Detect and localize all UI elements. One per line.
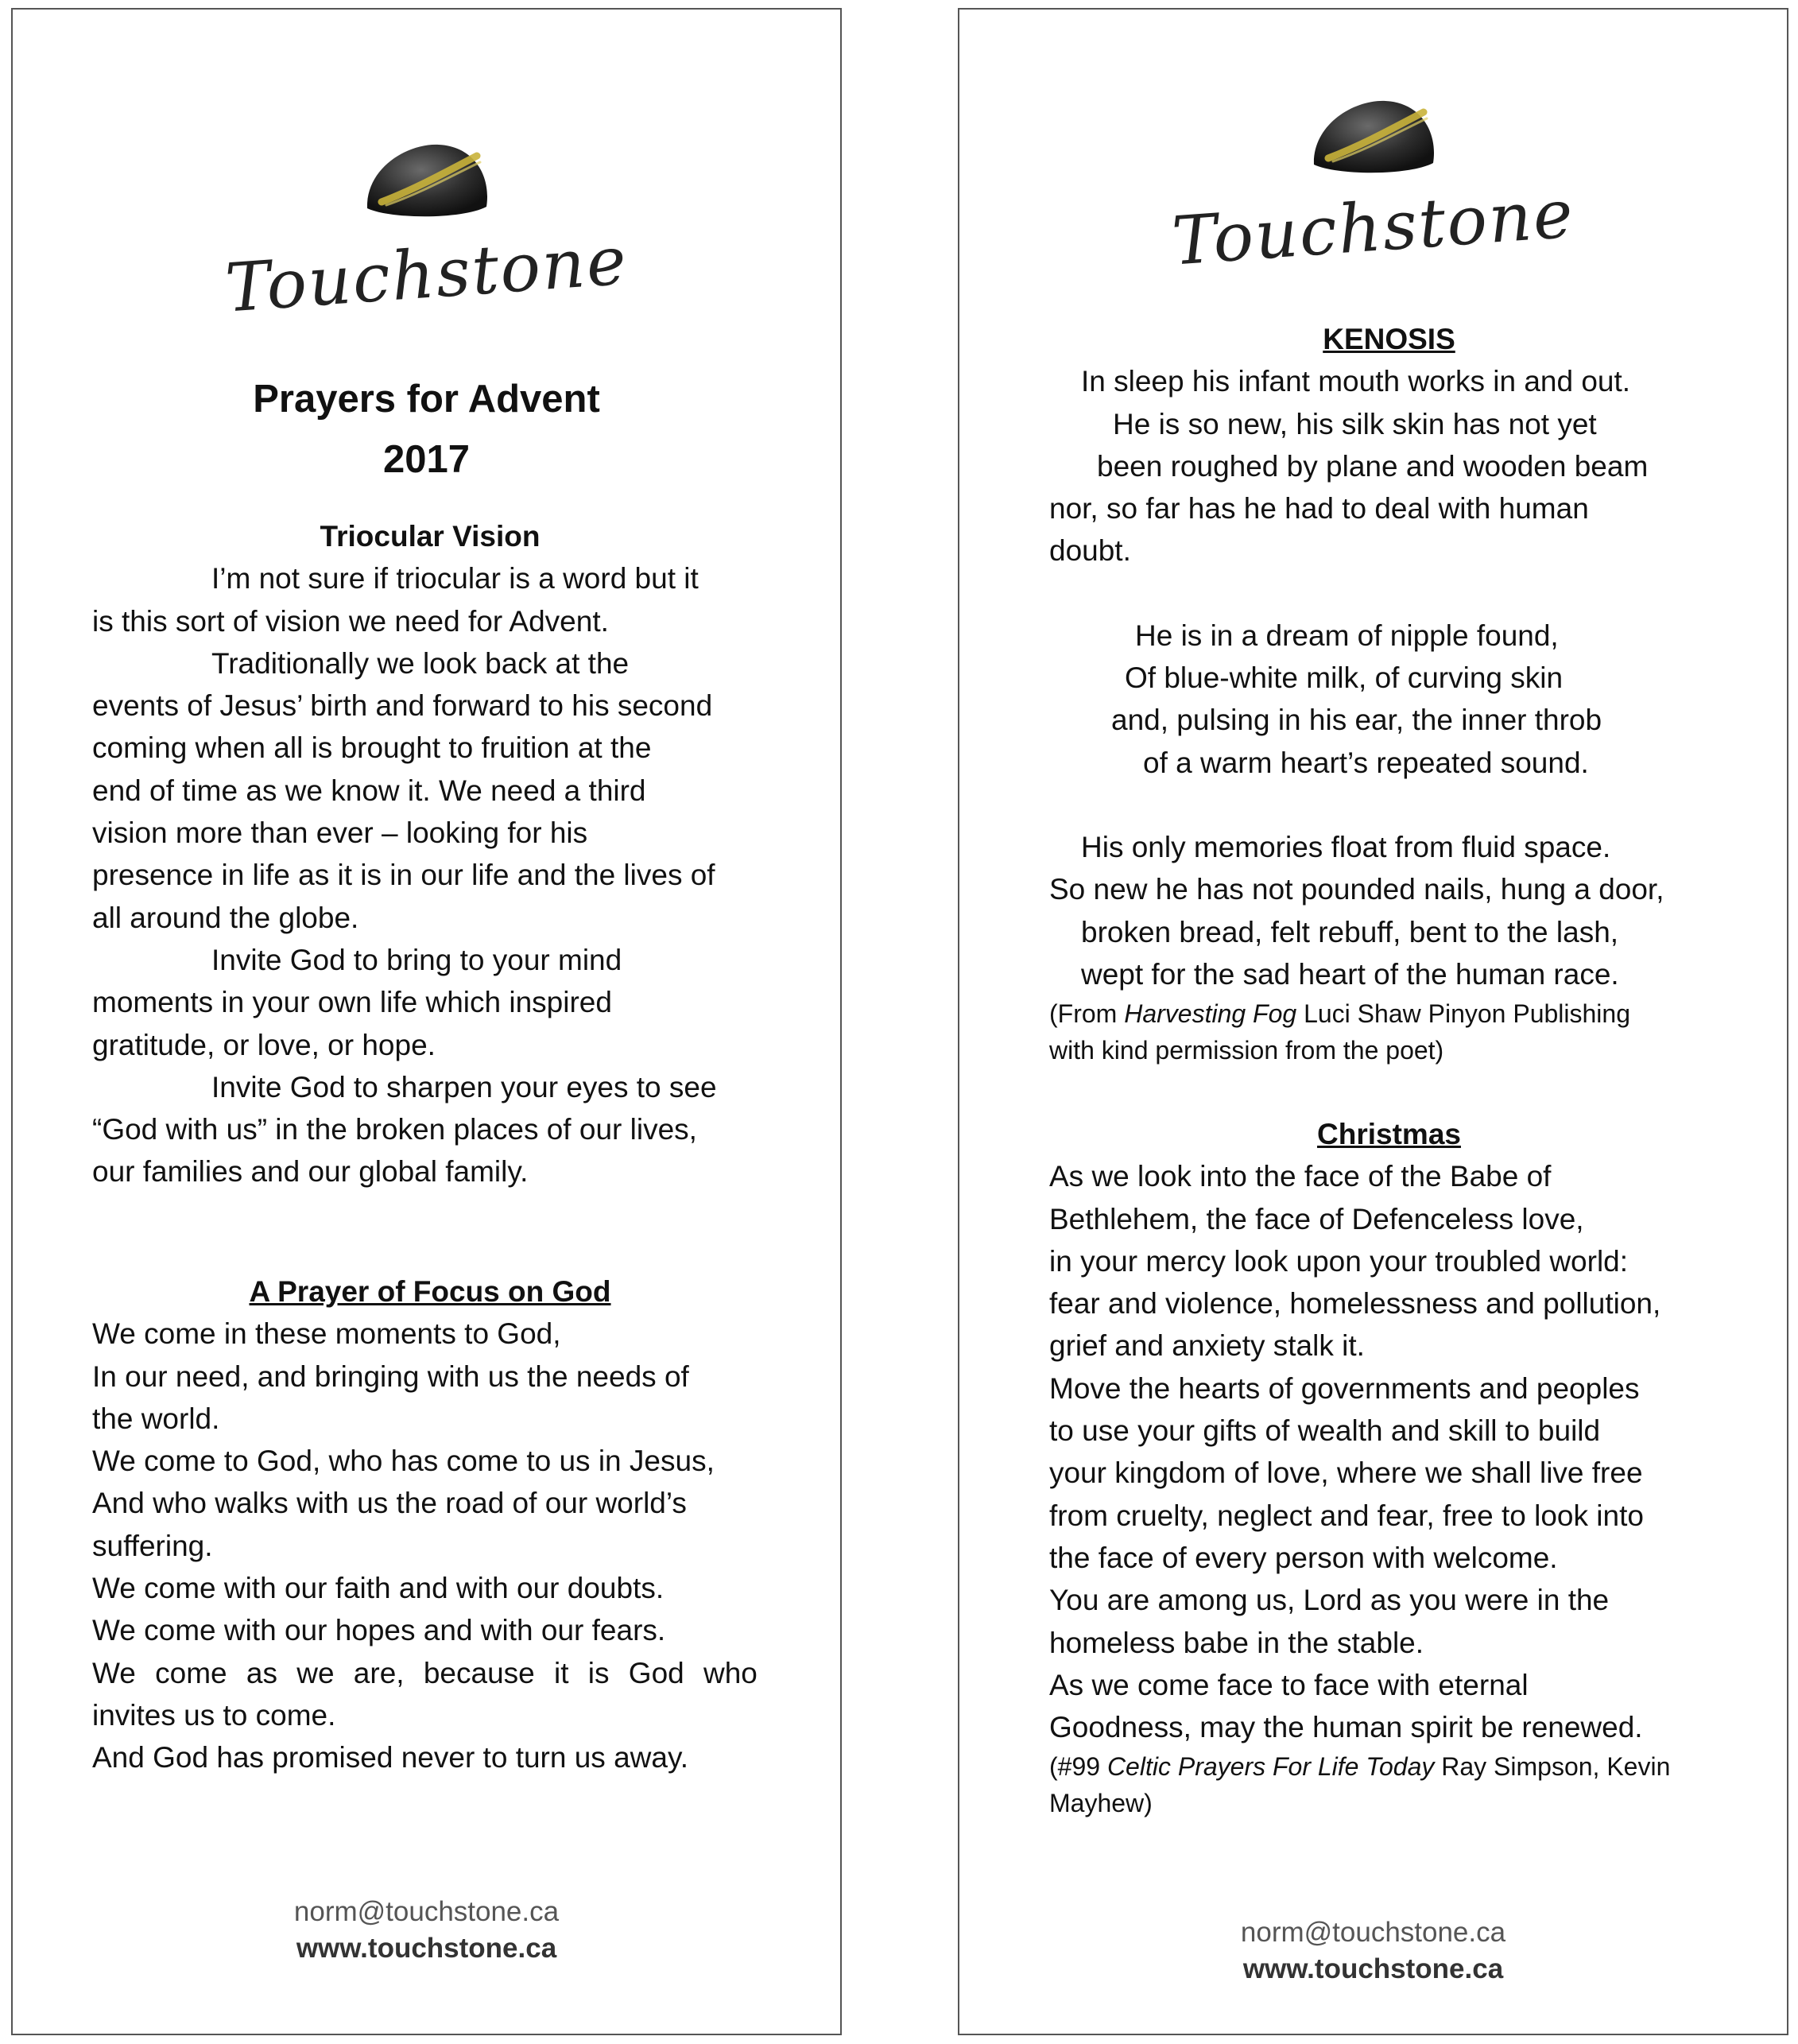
citation-text: Luci Shaw Pinyon Publishing [1296, 999, 1630, 1029]
text-line: Invite God to sharpen your eyes to see [211, 1070, 717, 1103]
text-line: We come as we are, because it is God who [92, 1656, 758, 1689]
text-line: I’m not sure if triocular is a word but it [211, 562, 699, 595]
text-line: vision more than ever – looking for his [92, 816, 588, 850]
triocular-section [92, 515, 768, 1193]
citation [1049, 995, 1729, 1032]
right-card [958, 8, 1788, 2035]
contact-footer [13, 1894, 840, 1967]
citation-title: Harvesting Fog [1124, 999, 1297, 1029]
text-line: the face of every person with welcome. [1049, 1541, 1558, 1574]
text-line: Move the hearts of governments and peoples [1049, 1371, 1640, 1405]
poem-line: He is so new, his silk skin has not yet [1113, 407, 1597, 440]
poem-line: of a warm heart’s repeated sound. [1143, 746, 1589, 779]
poem-line: In sleep his infant mouth works in and out. [1081, 365, 1631, 398]
text-line: grief and anxiety stalk it. [1049, 1329, 1365, 1363]
contact-email[interactable]: norm@touchstone.ca [293, 1896, 560, 1927]
text-line: invites us to come. [92, 1698, 336, 1732]
text-line: all around the globe. [92, 901, 359, 934]
text-line: is this sort of vision we need for Advent. [92, 604, 609, 638]
citation [1049, 1748, 1729, 1785]
stone-icon [359, 137, 494, 224]
text-line: In our need, and bringing with us the needs of [92, 1359, 689, 1393]
text-line: And God has promised never to turn us away. [92, 1741, 688, 1774]
citation-text: (#99 [1049, 1752, 1107, 1782]
text-line: homeless babe in the stable. [1049, 1626, 1424, 1659]
touchstone-logo [959, 93, 1787, 281]
poem-line: been roughed by plane and wooden beam [1097, 449, 1649, 483]
poem-line: and, pulsing in his ear, the inner throb [1111, 704, 1602, 737]
brand-wordmark: Touchstone [1169, 174, 1577, 281]
poem-line: broken bread, felt rebuff, bent to the lash, [1081, 915, 1619, 948]
kenosis-section [1049, 318, 1729, 1069]
page-title [13, 369, 840, 490]
text-line: You are among us, Lord as you were in the [1049, 1584, 1610, 1617]
text-line: in your mercy look upon your troubled world: [1049, 1244, 1629, 1278]
focus-prayer-section [92, 1270, 768, 1779]
text-line: We come with our hopes and with our fears. [92, 1614, 666, 1647]
text-line: We come with our faith and with our doubts. [92, 1572, 665, 1605]
citation-line: Mayhew) [1049, 1789, 1153, 1818]
section-heading: Triocular Vision [320, 520, 541, 553]
poem-line: Of blue-white milk, of curving skin [1125, 661, 1564, 695]
poem-line: wept for the sad heart of the human race. [1081, 957, 1619, 991]
left-card [11, 8, 842, 2035]
poem-line: His only memories float from fluid space. [1081, 830, 1611, 863]
text-line: Invite God to bring to your mind [211, 943, 622, 976]
text-line: We come to God, who has come to us in Jesus, [92, 1445, 715, 1478]
text-line: fear and violence, homelessness and pollution, [1049, 1287, 1661, 1321]
text-line: your kingdom of love, where we shall live free [1049, 1456, 1643, 1490]
poem-line: doubt. [1049, 534, 1131, 568]
text-line: We come in these moments to God, [92, 1317, 561, 1351]
text-line: As we look into the face of the Babe of [1049, 1160, 1552, 1193]
citation-text: (From [1049, 999, 1125, 1029]
citation-title: Celtic Prayers For Life Today [1106, 1752, 1435, 1782]
poem-line: nor, so far has he had to deal with human [1049, 492, 1589, 526]
text-line: events of Jesus’ birth and forward to his second [92, 689, 713, 723]
title-line-2: 2017 [382, 438, 470, 481]
website-link[interactable]: www.touchstone.ca [296, 1933, 557, 1964]
section-heading: Christmas [1317, 1118, 1461, 1150]
website-link[interactable]: www.touchstone.ca [1242, 1953, 1504, 1984]
touchstone-logo [13, 137, 840, 328]
text-line: And who walks with us the road of our world’s [92, 1487, 687, 1520]
text-line: the world. [92, 1402, 220, 1435]
poem-line: So new he has not pounded nails, hung a door, [1049, 873, 1664, 906]
citation-line: with kind permission from the poet) [1049, 1036, 1444, 1065]
text-line: Traditionally we look back at the [211, 646, 630, 680]
christmas-section [1049, 1113, 1729, 1821]
text-line: Bethlehem, the face of Defenceless love, [1049, 1202, 1584, 1235]
text-line: from cruelty, neglect and fear, free to look into [1049, 1499, 1644, 1532]
text-line: As we come face to face with eternal [1049, 1668, 1529, 1701]
stone-icon [1306, 93, 1441, 180]
poem-line: He is in a dream of nipple found, [1135, 619, 1559, 652]
contact-footer [959, 1914, 1787, 1988]
citation-text: Ray Simpson, Kevin [1434, 1752, 1671, 1782]
text-line: moments in your own life which inspired [92, 986, 612, 1019]
text-line: end of time as we know it. We need a third [92, 774, 646, 807]
text-line: Goodness, may the human spirit be renewed. [1049, 1711, 1643, 1744]
brand-wordmark: Touchstone [223, 221, 630, 328]
section-heading: KENOSIS [1323, 323, 1455, 355]
text-line: gratitude, or love, or hope. [92, 1028, 436, 1061]
text-line: suffering. [92, 1529, 213, 1562]
section-heading: A Prayer of Focus on God [249, 1275, 611, 1308]
text-line: coming when all is brought to fruition at the [92, 731, 652, 765]
title-line-1: Prayers for Advent [253, 378, 600, 421]
text-line: presence in life as it is in our life and the lives of [92, 859, 715, 892]
text-line: “God with us” in the broken places of our lives, [92, 1113, 697, 1146]
text-line: our families and our global family. [92, 1155, 529, 1189]
contact-email[interactable]: norm@touchstone.ca [1240, 1917, 1506, 1948]
text-line: to use your gifts of wealth and skill to build [1049, 1414, 1601, 1448]
